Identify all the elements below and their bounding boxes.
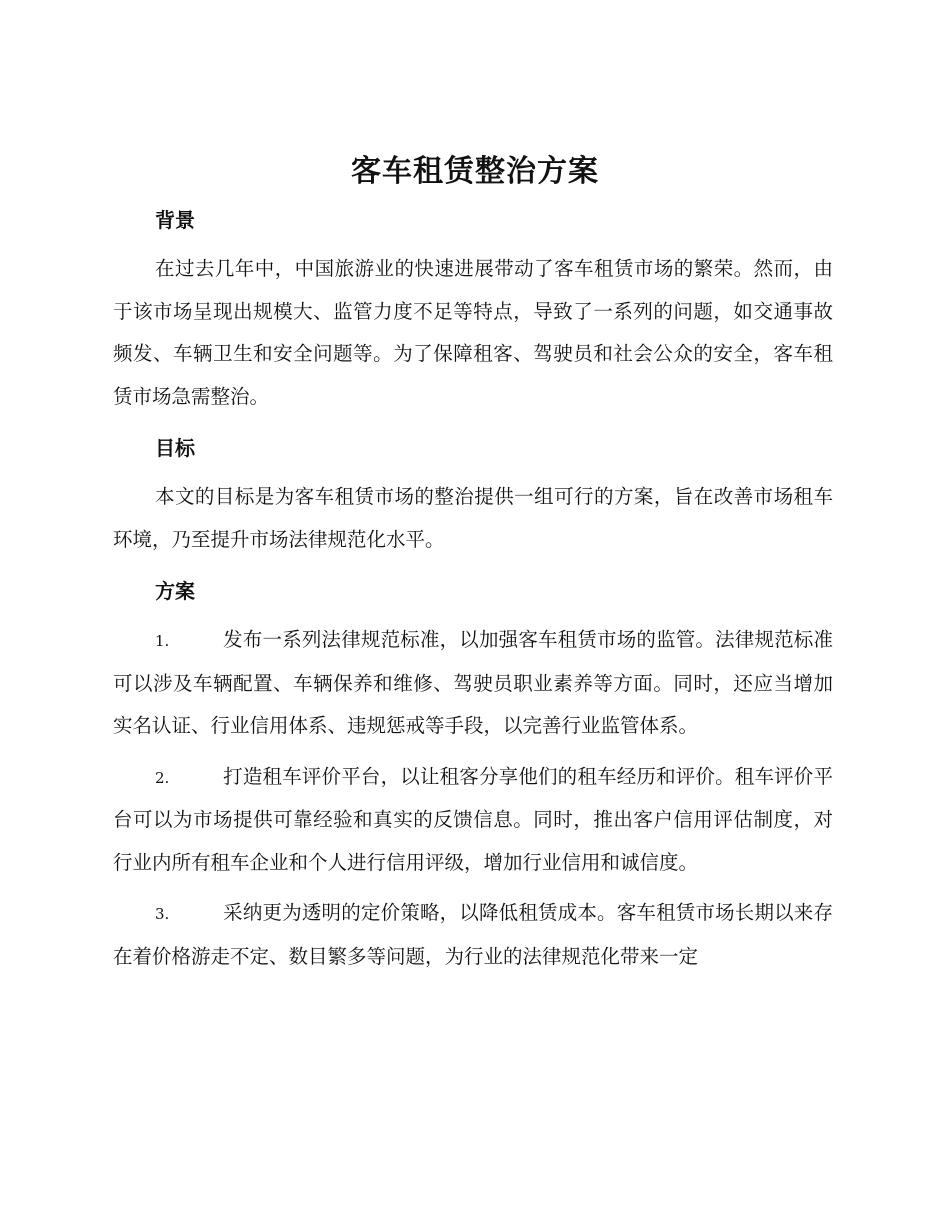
plan-item-number: 2. <box>155 768 170 787</box>
plan-item <box>113 619 833 748</box>
plan-item-text: 发布一系列法律规范标准，以加强客车租赁市场的监管。法律规范标准可以涉及车辆配置、车辆保养和维修、驾驶员职业素养等方面。同时，还应当增加实名认证、行业信用体系、违规惩戒等手段，以完善行业监管体系。 <box>113 628 833 737</box>
plan-item-text: 打造租车评价平台，以让租客分享他们的租车经历和评价。租车评价平台可以为市场提供可靠经验和真实的反馈信息。同时，推出客户信用评估制度，对行业内所有租车企业和个人进行信用评级，增加行业信用和诚信度。 <box>113 764 833 874</box>
document-body <box>113 200 833 978</box>
plan-item-number: 3. <box>155 905 170 923</box>
plan-item-number: 1. <box>155 632 170 650</box>
section-heading-plan: 方案 <box>155 579 195 603</box>
document-title: 客车租赁整治方案 <box>351 154 599 189</box>
background-paragraph: 在过去几年中，中国旅游业的快速进展带动了客车租赁市场的繁荣。然而，由于该市场呈现出规模大、监管力度不足等特点，导致了一系列的问题，如交通事故频发、车辆卫生和安全问题等。为了保障租客、驾驶员和社会公众的安全，客车租赁市场急需整治。 <box>113 257 833 408</box>
section-heading-background: 背景 <box>155 208 195 232</box>
goal-paragraph: 本文的目标是为客车租赁市场的整治提供一组可行的方案，旨在改善市场租车环境，乃至提升市场法律规范化水平。 <box>113 485 833 551</box>
plan-item <box>113 756 833 885</box>
section-heading-goal: 目标 <box>155 436 195 460</box>
plan-item <box>113 892 833 978</box>
plan-item-text: 采纳更为透明的定价策略，以降低租赁成本。客车租赁市场长期以来存在着价格游走不定、数目繁多等问题，为行业的法律规范化带来一定 <box>113 901 833 968</box>
